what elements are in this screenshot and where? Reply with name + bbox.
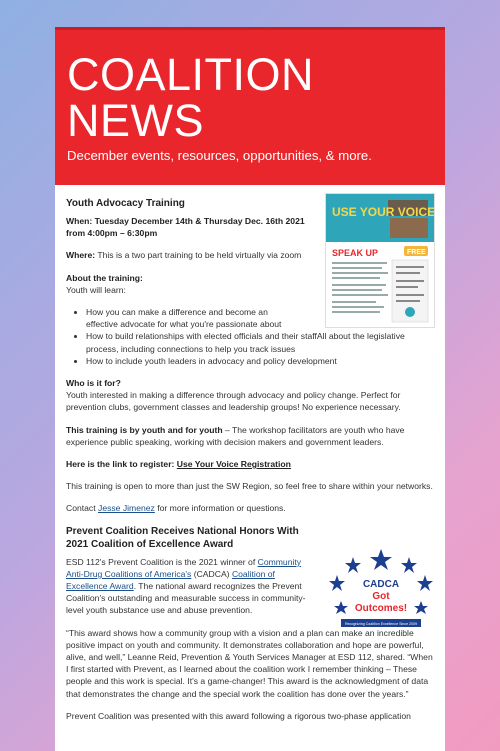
header-banner [55,27,445,185]
registration-link[interactable]: Use Your Voice Registration [176,459,291,470]
contact-line: Contact Jesse Jimenez for more information or questions. [66,503,286,514]
register-line: Here is the link to register: Use Your Voice Registration [66,459,291,470]
about-label: About the training: [66,272,143,283]
use-your-voice-flyer-image [325,193,435,328]
svg-text:Outcomes!: Outcomes! [354,603,408,614]
list-item: • How you can make a difference and become an effective advocate for what you're passionate about [86,306,301,330]
svg-text:FREE: FREE [407,249,426,256]
section-heading-award: Prevent Coalition Receives National Honors With 2021 Coalition of Excellence Award [66,525,299,550]
award-paragraph: ESD 112's Prevent Coalition is the 2021 winner of Community Anti-Drug Coalitions of America's (CADCA) Coalition of Excellence Award. The national award recognizes the Prevent Coalition's outstanding and measurable success in community-level youth substance use and abuse prevention. [66,556,306,616]
who-text: Youth interested in making a difference through advocacy and policy change. Perfect for prevention clubs, government classes and leadership groups! No experience necessary. [66,390,401,413]
list-item: • How to include youth leaders in advocacy and policy development [86,355,435,367]
svg-text:Got: Got [372,591,390,602]
training-when: When: Tuesday December 14th & Thursday Dec. 16th 2021 from 4:00pm – 6:30pm [66,216,305,239]
open-text: This training is open to more than just the SW Region, so feel free to share within your networks. [66,481,433,492]
cadca-link[interactable]: Community Anti-Drug Coalitions of America's [66,556,302,579]
flyer-header-text: USE YOUR VOICE [332,205,434,219]
contact-link[interactable]: Jesse Jimenez [98,503,155,514]
award-link[interactable]: Coalition of Excellence Award [66,568,275,592]
list-item: • How to build relationships with elected officials and their staffAll about the legislative process, including connections to help you track issues [86,330,435,354]
svg-text:CADCA: CADCA [362,579,400,590]
training-where: Where: This is a two part training to be held virtually via zoom [66,250,302,261]
by-youth-text: This training is by youth and for youth – The workshop facilitators are youth who have experience public speaking, working with decision makers and government leaders. [66,424,405,447]
newsletter-subtitle: December events, resources, opportunities, & more. [67,148,372,163]
newsletter-title: COALITION NEWS [67,49,315,146]
svg-text:Recognizing Coalition Excellen: Recognizing Coalition Excellence Since 2009 [344,622,418,626]
award-quote: “This award shows how a community group with a vision and a plan can make an incredible positive impact on youth and community. It demonstrates collaboration and hope are powerful, alive, and well,” Leanne Reid, Prevention & Youth Services Manager at ESD 112, shared. “When I first started with Prevent, as I learned about the coalition work I remember thinking – These people and this work is special. It's a game-changer! This award is the acknowledgment of data that demonstrates the change and the special work the coalition has done over the years.” [66,627,433,699]
section-heading-youth-advocacy: Youth Advocacy Training [66,198,185,209]
svg-text:SPEAK UP: SPEAK UP [332,248,379,258]
award-last-paragraph: Prevent Coalition was presented with this award following a rigorous two-phase application [66,710,411,721]
newsletter-card [55,27,445,751]
about-intro: Youth will learn: [66,284,126,295]
who-label: Who is it for? [66,378,121,389]
cadca-award-badge-image [327,547,435,637]
